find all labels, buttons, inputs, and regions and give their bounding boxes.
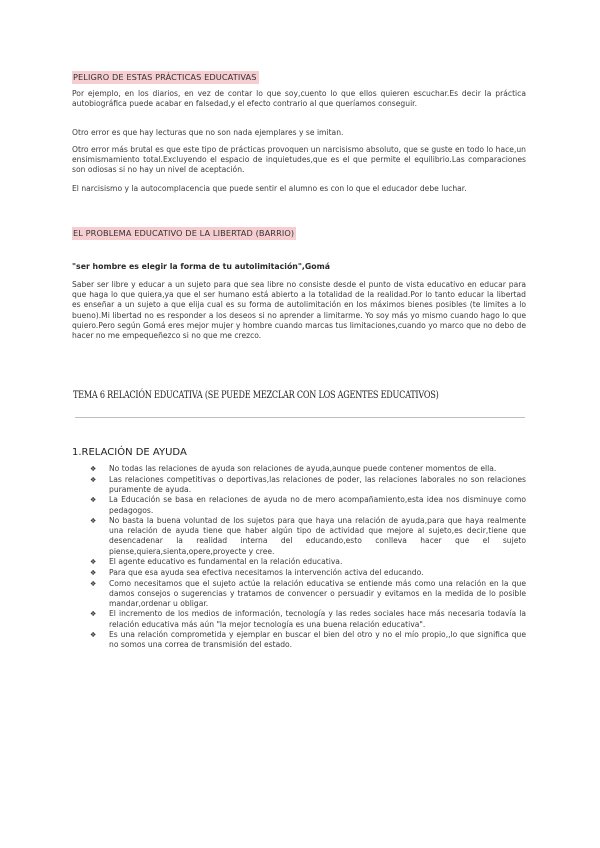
heading-peligro: PELIGRO DE ESTAS PRÁCTICAS EDUCATIVAS (73, 72, 257, 82)
heading-relacion-ayuda: 1.RELACIÓN DE AYUDA (72, 447, 187, 458)
heading-libertad: EL PROBLEMA EDUCATIVO DE LA LIBERTAD (BARRIO) (73, 228, 295, 238)
list-item: ❖ Como necesitamos que el sujeto actúe la relación educativa se entiende más como una relación en la que damos consejos o sugerencias y tratamos de convencer o persuadir y evitamos en la medida de lo posible mandar,ordenar u obligar. (90, 578, 526, 608)
diamond-bullet-icon: ❖ (90, 610, 97, 619)
list-item: ❖ No todas las relaciones de ayuda son relaciones de ayuda,aunque puede contener momentos de ella. (90, 464, 497, 473)
list-item: ❖ La Educación se basa en relaciones de ayuda no de mero acompañamiento,esta idea nos disminuye como pedagogos. (90, 495, 526, 515)
list-item: ❖ El incremento de los medios de información, tecnología y las redes sociales hace más necesaria todavía la relación educativa más aún "la mejor tecnología es una buena relación educativa". (90, 609, 526, 629)
diamond-bullet-icon: ❖ (90, 517, 97, 526)
diamond-bullet-icon: ❖ (90, 496, 97, 505)
diamond-bullet-icon: ❖ (90, 579, 97, 588)
list-item: ❖ Es una relación comprometida y ejemplar en buscar el bien del otro y no el mío propio,,lo que significa que no somos una correa de transmisión del estado. (90, 630, 526, 650)
paragraph-diarios: Por ejemplo, en los diarios, en vez de contar lo que soy,cuento lo que ellos quieren escuchar.Es decir la práctica autobiográfica puede acabar en falsedad,y el efecto contrario al que queríamos conseguir. (72, 89, 526, 109)
list-item: ❖ No basta la buena voluntad de los sujetos para que haya una relación de ayuda,para que haya realmente una relación de ayuda tiene que haber algún tipo de actividad que mejore al sujeto,es decir,tiene que desencadenar la realidad interna del educando,esto conlleva hacer que el sujeto piense,quiera,sienta,opere,proyecte y cree. (90, 516, 526, 556)
list-item: ❖ Para que esa ayuda sea efectiva necesitamos la intervención activa del educando. (90, 567, 424, 577)
quote-goma: "ser hombre es elegir la forma de tu autolimitación",Gomá (72, 262, 331, 271)
divider-line (75, 417, 525, 418)
diamond-bullet-icon: ❖ (90, 475, 97, 484)
diamond-bullet-icon: ❖ (90, 631, 97, 640)
paragraph-libertad: Saber ser libre y educar a un sujeto para que sea libre no consiste desde el punto de vista educativo en educar para que haga lo que quiera,ya que el ser humano está abierto a la totalidad de la realidad.Por lo tanto educar la libertad es enseñar a un sujeto a que elija cual es su forma de autolimitación en los máximos bienes posibles (te limites a lo bueno).Mi libertad no es responder a los deseos si no aprender a limitarme. Yo soy más yo mismo cuando hago lo que quiero.Pero según Gomá eres mejor mujer y hombre cuando marcas tus limitaciones,cuando yo marco que no debo de hacer no me empequeñezco si no que me crezco. (72, 280, 526, 341)
diamond-bullet-icon: ❖ (90, 465, 97, 473)
paragraph-narcisismo-error: Otro error más brutal es que este tipo de prácticas provoquen un narcisismo absoluto, que se guste en todo lo hace,un ensimismamiento total.Excluyendo el espacio de inquietudes,que es el que permite el equilibrio.Las comparaciones son odiosas si no hay un nivel de aceptación. (72, 145, 526, 175)
diamond-bullet-icon: ❖ (90, 568, 97, 577)
paragraph-lecturas: Otro error es que hay lecturas que no son nada ejemplares y se imitan. (72, 128, 344, 137)
tema-title: TEMA 6 RELACIÓN EDUCATIVA (SE PUEDE MEZCLAR CON LOS AGENTES EDUCATIVOS) (73, 389, 439, 401)
paragraph-narcisismo-alumno: El narcisismo y la autocomplacencia que puede sentir el alumno es con lo que el educador debe luchar. (72, 184, 467, 193)
list-item: ❖ El agente educativo es fundamental en la relación educativa. (90, 557, 343, 567)
bullet-list (90, 464, 526, 651)
list-item: ❖ Las relaciones competitivas o deportivas,las relaciones de poder, las relaciones laborales no son relaciones puramente de ayuda. (90, 474, 526, 494)
diamond-bullet-icon: ❖ (90, 558, 97, 567)
